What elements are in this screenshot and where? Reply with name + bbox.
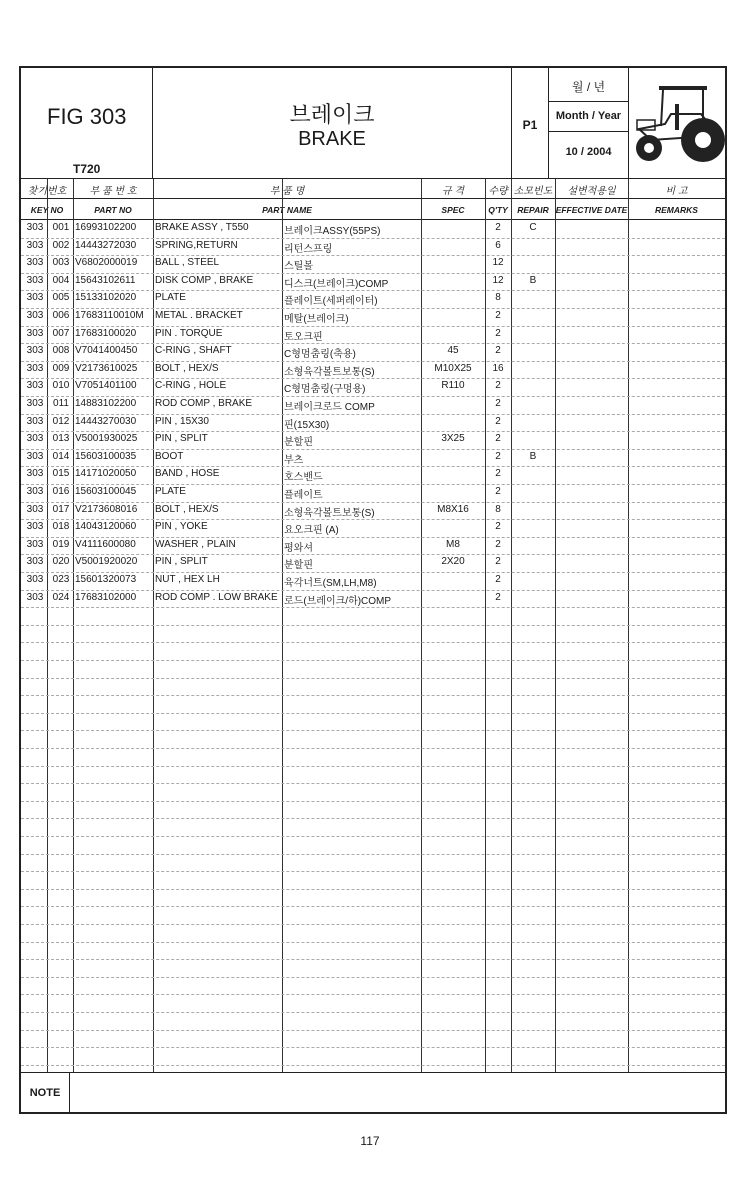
cell-part-no: 15643102611 (75, 274, 136, 286)
cell-fig: 303 (26, 292, 44, 304)
cell-name-kr: 리턴스프링 (284, 243, 333, 255)
cell-key: 017 (52, 503, 70, 515)
table-row (21, 502, 725, 521)
cell-key: 024 (52, 591, 70, 603)
cell-fig: 303 (26, 450, 44, 462)
cell-qty: 12 (492, 274, 504, 286)
table-row (21, 554, 725, 573)
cell-name-kr: 플레이트(세퍼레이터) (284, 296, 378, 308)
cell-part-no: 14883102200 (75, 398, 137, 409)
page-number: 117 (360, 1134, 380, 1148)
table-row (21, 537, 725, 556)
cell-name-kr: 브레이크로드 COMP (284, 402, 375, 413)
title-box (153, 68, 511, 178)
cell-spec: 2X20 (441, 556, 465, 568)
cell-fig: 303 (26, 345, 44, 357)
cell-fig: 303 (26, 486, 44, 497)
title-english: BRAKE (298, 128, 366, 150)
cell-key: 010 (52, 380, 70, 392)
cell-key: 004 (52, 274, 70, 286)
cell-key: 003 (52, 257, 70, 269)
col-part-name: 부 품 명 PART NAME (262, 186, 312, 215)
cell-fig: 303 (26, 415, 44, 427)
cell-qty: 2 (495, 591, 501, 603)
cell-key: 007 (52, 327, 70, 339)
cell-name-kr: 소형육각볼트보통(S) (284, 366, 375, 378)
cell-key: 009 (52, 362, 70, 374)
cell-name-kr: 분할핀 (284, 437, 313, 449)
cell-key: 005 (52, 292, 70, 304)
cell-fig: 303 (26, 239, 44, 251)
parts-sheet (19, 66, 727, 1114)
cell-part-no: V2173610025 (75, 362, 138, 374)
cell-qty: 2 (495, 556, 501, 568)
table-row (21, 326, 725, 345)
cell-name-kr: 핀(15X30) (284, 419, 330, 431)
cell-fig: 303 (26, 591, 44, 603)
cell-qty: 2 (495, 222, 501, 233)
cell-name-en: BALL , STEEL (155, 257, 220, 269)
date-value: 10 / 2004 (565, 146, 612, 158)
empty-row (21, 607, 725, 626)
date-box (549, 68, 628, 178)
empty-row (21, 924, 725, 943)
cell-name-en: C-RING , HOLE (155, 380, 227, 392)
cell-name-kr: 육각너트(SM,LH,M8) (284, 578, 377, 589)
cell-name-kr: 디스크(브레이크)COMP (284, 278, 389, 290)
cell-fig: 303 (26, 521, 44, 533)
cell-name-kr: 소형육각볼트보통(S) (284, 507, 375, 519)
empty-row (21, 1012, 725, 1031)
cell-name-en: PIN . TORQUE (155, 327, 223, 339)
table-row (21, 290, 725, 309)
cell-name-kr: 부츠 (284, 454, 304, 466)
cell-part-no: V4111600080 (75, 538, 136, 550)
cell-qty: 8 (495, 292, 501, 304)
cell-name-kr: 분할핀 (284, 560, 313, 572)
date-label-korean: 월 / 년 (571, 80, 606, 94)
cell-key: 001 (52, 222, 70, 233)
cell-name-en: NUT , HEX LH (155, 574, 220, 585)
empty-row (21, 783, 725, 802)
cell-fig: 303 (26, 398, 44, 409)
cell-part-no: V6802000019 (75, 257, 138, 269)
cell-fig: 303 (26, 310, 44, 321)
cell-name-en: C-RING , SHAFT (155, 345, 232, 357)
cell-qty: 2 (495, 468, 501, 480)
col-key: 찾기번호 KEY NO (27, 186, 67, 215)
empty-row (21, 994, 725, 1013)
cell-part-no: 17683100020 (75, 327, 137, 339)
cell-name-en: PLATE (155, 486, 186, 497)
cell-name-kr: 메탈(브레이크) (284, 314, 349, 325)
cell-name-kr: 로드(브레이크/하)COMP (284, 595, 392, 607)
cell-spec: 3X25 (441, 433, 465, 445)
tractor-icon (631, 74, 725, 174)
empty-row (21, 766, 725, 785)
cell-name-kr: 플레이트 (284, 490, 323, 501)
cell-repair: B (529, 450, 537, 462)
cell-name-en: PIN , YOKE (155, 521, 208, 533)
empty-row (21, 730, 725, 749)
cell-part-no: 15133102020 (75, 292, 137, 304)
cell-part-no: 17683102000 (75, 591, 137, 603)
cell-name-en: BAND , HOSE (155, 468, 220, 480)
table-row (21, 378, 725, 397)
cell-fig: 303 (26, 327, 44, 339)
empty-row (21, 748, 725, 767)
cell-name-kr: 호스밴드 (284, 472, 323, 484)
cell-qty: 2 (495, 398, 501, 409)
cell-qty: 2 (495, 345, 501, 357)
cell-part-no: 15601320073 (75, 574, 137, 585)
cell-repair: B (529, 274, 537, 286)
cell-qty: 16 (492, 362, 504, 374)
cell-repair: C (529, 222, 537, 233)
cell-name-kr: C형멈춤링(축용) (284, 349, 356, 361)
date-label-english: Month / Year (555, 110, 622, 122)
cell-name-en: WASHER , PLAIN (155, 538, 236, 550)
cell-name-kr: 토오크핀 (284, 331, 323, 343)
cell-spec: 45 (447, 345, 459, 357)
cell-name-kr: 요오크핀 (A) (284, 525, 339, 537)
cell-fig: 303 (26, 274, 44, 286)
note-label: NOTE (21, 1073, 70, 1113)
figure-box (21, 68, 152, 178)
page-box (512, 68, 548, 178)
cell-name-kr: 평와셔 (284, 542, 313, 554)
cell-key: 018 (52, 521, 70, 533)
col-effective-date: 설변적용일 EFFECTIVE DATE (555, 186, 628, 215)
cell-part-no: 16993102200 (75, 222, 137, 233)
cell-fig: 303 (26, 574, 44, 585)
empty-row (21, 660, 725, 679)
col-spec: 규 격 SPEC (441, 186, 465, 215)
table-row (21, 238, 725, 257)
cell-fig: 303 (26, 362, 44, 374)
table-row (21, 431, 725, 450)
cell-part-no: V7051401100 (75, 380, 137, 392)
cell-qty: 2 (495, 574, 501, 585)
empty-row (21, 977, 725, 996)
cell-fig: 303 (26, 538, 44, 550)
cell-fig: 303 (26, 556, 44, 568)
empty-row (21, 889, 725, 908)
cell-name-en: SPRING,RETURN (155, 239, 238, 251)
cell-qty: 2 (495, 521, 501, 533)
cell-qty: 2 (495, 415, 501, 427)
cell-spec: R110 (441, 380, 465, 392)
empty-row (21, 906, 725, 925)
table-row (21, 396, 725, 415)
cell-qty: 2 (495, 310, 501, 321)
cell-key: 006 (52, 310, 70, 321)
cell-key: 019 (52, 538, 70, 550)
note-box (21, 1072, 725, 1113)
table-row (21, 484, 725, 503)
figure-number: FIG 303 (47, 104, 127, 129)
empty-row (21, 942, 725, 961)
cell-spec: M8X16 (437, 503, 469, 515)
cell-qty: 2 (495, 380, 501, 392)
cell-name-kr: C형멈춤링(구멍용) (284, 384, 366, 396)
cell-fig: 303 (26, 222, 44, 233)
empty-row (21, 871, 725, 890)
cell-name-en: BRAKE ASSY , T550 (155, 222, 249, 233)
cell-spec: M8 (446, 538, 460, 550)
title-korean: 브레이크 (289, 102, 375, 127)
cell-name-en: PIN , 15X30 (155, 415, 209, 427)
cell-qty: 2 (495, 486, 501, 497)
cell-name-en: ROD COMP . LOW BRAKE (155, 591, 278, 603)
empty-row (21, 695, 725, 714)
empty-row (21, 625, 725, 644)
cell-part-no: 17683110010M (75, 310, 144, 321)
empty-row (21, 1047, 725, 1066)
cell-part-no: V2173608016 (75, 503, 138, 515)
cell-spec: M10X25 (434, 362, 472, 374)
table-row (21, 308, 725, 327)
table-row (21, 273, 725, 292)
table-row (21, 361, 725, 380)
cell-name-en: ROD COMP , BRAKE (155, 398, 253, 409)
empty-row (21, 854, 725, 873)
empty-row (21, 713, 725, 732)
cell-part-no: 14043120060 (75, 521, 137, 533)
empty-row (21, 642, 725, 661)
cell-part-no: V5001920020 (75, 556, 138, 568)
cell-part-no: 15603100035 (75, 450, 137, 462)
column-header (21, 179, 725, 220)
cell-part-no: 14443270030 (75, 415, 137, 427)
cell-key: 020 (52, 556, 70, 568)
cell-qty: 2 (495, 538, 501, 550)
cell-qty: 2 (495, 450, 501, 462)
empty-row (21, 1030, 725, 1049)
cell-part-no: V5001930025 (75, 433, 138, 445)
cell-key: 012 (52, 415, 70, 427)
col-part-no: 부 품 번 호 PART NO (89, 186, 137, 215)
cell-name-en: BOLT , HEX/S (155, 503, 219, 515)
cell-qty: 12 (492, 257, 504, 269)
cell-name-en: PIN , SPLIT (155, 433, 208, 445)
cell-fig: 303 (26, 503, 44, 515)
col-qty: 수량 Q'TY (488, 186, 508, 215)
table-row (21, 590, 725, 609)
empty-row (21, 678, 725, 697)
cell-name-en: PIN , SPLIT (155, 556, 208, 568)
cell-part-no: V7041400450 (75, 345, 138, 357)
cell-key: 008 (52, 345, 70, 357)
table-row (21, 343, 725, 362)
table-row (21, 449, 725, 468)
cell-name-en: BOOT (155, 450, 184, 462)
cell-name-kr: 스틸볼 (284, 261, 313, 273)
empty-row (21, 836, 725, 855)
cell-name-kr: 브레이크ASSY(55PS) (284, 226, 381, 237)
cell-name-en: DISK COMP , BRAKE (155, 274, 254, 286)
cell-name-en: METAL . BRACKET (155, 310, 243, 321)
page-code: P1 (522, 118, 538, 132)
cell-qty: 8 (495, 503, 501, 515)
cell-key: 013 (52, 433, 70, 445)
cell-fig: 303 (26, 380, 44, 392)
cell-name-en: BOLT , HEX/S (155, 362, 219, 374)
cell-fig: 303 (26, 468, 44, 480)
model-code: T720 (73, 162, 101, 176)
cell-key: 002 (52, 239, 70, 251)
cell-key: 016 (52, 486, 70, 497)
table-row (21, 466, 725, 485)
cell-qty: 2 (495, 433, 501, 445)
cell-name-en: PLATE (155, 292, 186, 304)
table-row (21, 519, 725, 538)
cell-key: 014 (52, 450, 70, 462)
cell-part-no: 14171020050 (75, 468, 137, 480)
table-row (21, 572, 725, 591)
cell-part-no: 14443272030 (75, 239, 137, 251)
table-row (21, 414, 725, 433)
cell-key: 023 (52, 574, 70, 585)
table-row (21, 255, 725, 274)
cell-qty: 6 (495, 239, 501, 251)
sheet-header (21, 68, 725, 179)
cell-fig: 303 (26, 257, 44, 269)
col-remarks: 비 고 REMARKS (655, 186, 698, 215)
cell-fig: 303 (26, 433, 44, 445)
cell-key: 015 (52, 468, 70, 480)
empty-row (21, 959, 725, 978)
cell-qty: 2 (495, 327, 501, 339)
empty-row (21, 801, 725, 820)
col-repair: 소모빈도 REPAIR (513, 186, 553, 215)
table-row (21, 220, 725, 239)
cell-key: 011 (53, 398, 69, 409)
cell-part-no: 15603100045 (75, 486, 137, 497)
empty-row (21, 818, 725, 837)
